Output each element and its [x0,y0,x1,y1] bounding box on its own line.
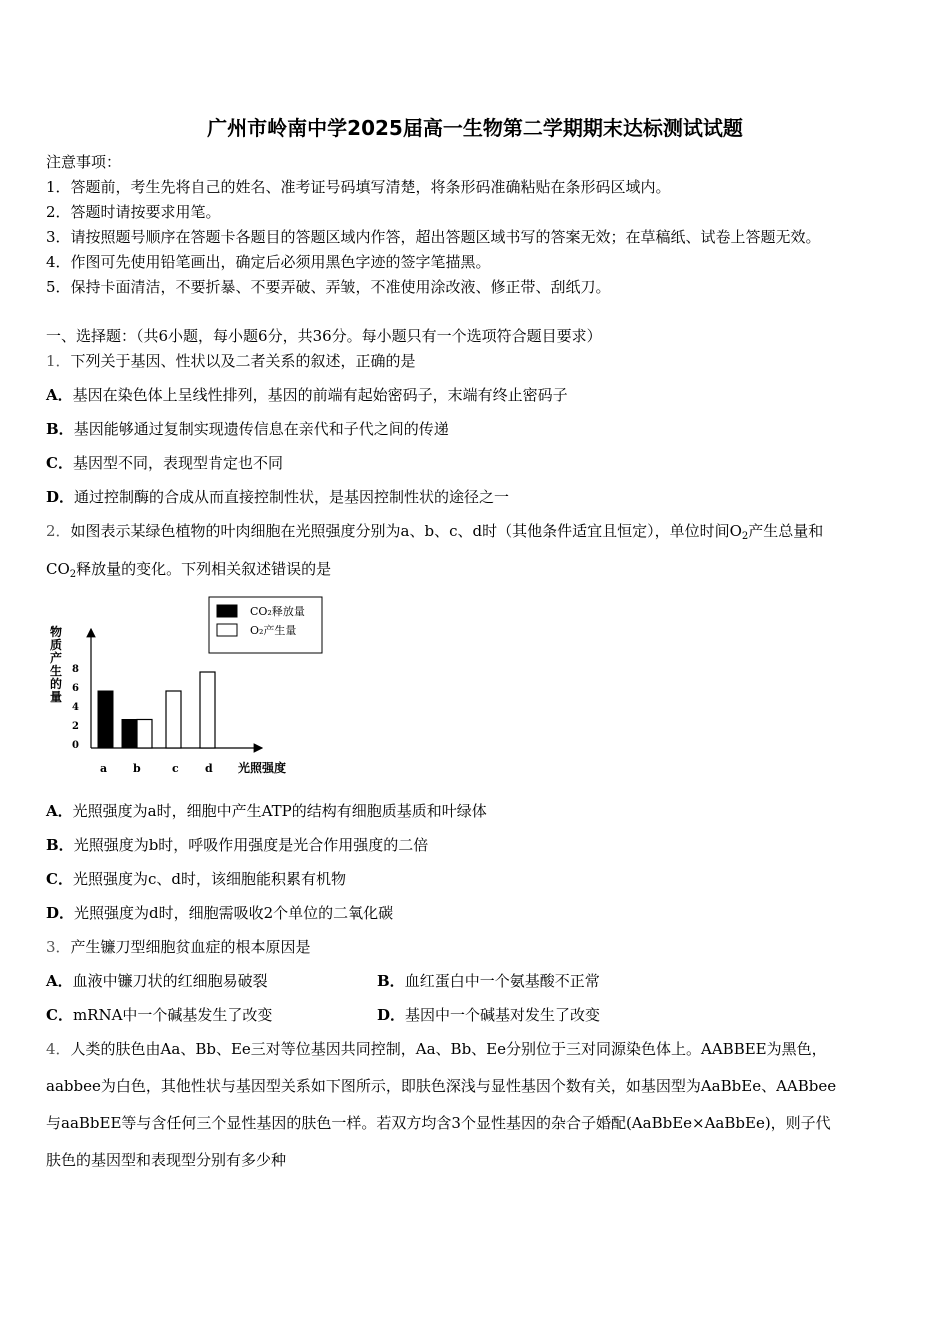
section-heading: 一、选择题：（共6小题，每小题6分，共36分。每小题只有一个选项符合题目要求） [46,327,602,345]
legend-label-o2: O₂产生量 [250,624,297,637]
question-number: 2． [46,522,71,540]
bar-co2-b [122,720,137,749]
x-tick-label: d [205,762,213,775]
question-4-line-4: 肤色的基因型和表现型分别有多少种 [46,1151,287,1169]
q3-option-a: A．血液中镰刀状的红细胞易破裂 [46,972,268,990]
q1-option-c: C．基因型不同，表现型肯定也不同 [46,454,283,472]
x-tick-label: c [172,762,179,775]
notice-item: 4．作图可先使用铅笔画出，确定后必须用黑色字迹的签字笔描黑。 [46,253,491,271]
bar-chart [40,592,340,782]
legend-swatch-co2 [217,605,237,617]
question-4-line-1: 4．人类的肤色由Aa、Bb、Ee三对等位基因共同控制，Aa、Bb、Ee分别位于三对同源染色体上。AABBEE为黑色， [46,1040,827,1058]
y-tick-label: 2 [72,721,79,732]
q2-option-a: A．光照强度为a时，细胞中产生ATP的结构有细胞质基质和叶绿体 [46,802,487,820]
q2-option-c: C．光照强度为c、d时，该细胞能积累有机物 [46,870,346,888]
bar-o2-b [137,720,152,749]
q3-option-c: C．mRNA中一个碱基发生了改变 [46,1006,273,1024]
bar-co2-a [98,691,113,748]
question-4-line-2: aabbee为白色，其他性状与基因型关系如下图所示，即肤色深浅与显性基因个数有关，如基因型为AaBbEe、AABbee [46,1077,837,1095]
bars [98,672,215,748]
x-axis-label: 光照强度 [238,761,287,775]
legend-swatch-o2 [217,624,237,636]
question-text: 下列关于基因、性状以及二者关系的叙述，正确的是 [70,352,416,370]
x-tick-label: b [133,762,141,775]
question-number: 4． [46,1040,71,1058]
page-title: 广州市岭南中学2025届高一生物第二学期期末达标测试试题 [207,116,743,140]
y-tick-labels [72,664,79,751]
q1-option-a: A．基因在染色体上呈线性排列，基因的前端有起始密码子，末端有终止密码子 [46,386,568,404]
x-tick-label: a [100,762,108,775]
y-tick-label: 8 [72,664,79,675]
question-3-stem: 3．产生镰刀型细胞贫血症的根本原因是 [46,938,311,956]
notice-item: 1．答题前，考生先将自己的姓名、准考证号码填写清楚，将条形码准确粘贴在条形码区域内。 [46,178,671,196]
q3-option-d: D．基因中一个碱基对发生了改变 [377,1006,601,1024]
notice-heading: 注意事项： [46,153,122,171]
notice-item: 5．保持卡面清洁，不要折暴、不要弄破、弄皱，不准使用涂改液、修正带、刮纸刀。 [46,278,611,296]
y-tick-label: 6 [72,683,79,694]
y-tick-label: 0 [72,740,79,751]
q3-option-b: B．血红蛋白中一个氨基酸不正常 [377,972,600,990]
bar-o2-c [166,691,181,748]
legend-label-co2: CO₂释放量 [250,605,305,618]
question-2-stem-cont: $CO_2$释放量的变化。下列相关叙述错误的是 [46,560,332,580]
bar-o2-d [200,672,215,748]
question-number: 1． [46,352,71,370]
notice-item: 3．请按照题号顺序在答题卡各题目的答题区域内作答，超出答题区域书写的答案无效；在草稿纸、试卷上答题无效。 [46,228,821,246]
question-2-stem: 2．如图表示某绿色植物的叶肉细胞在光照强度分别为a、b、c、d时（其他条件适宜且恒定），单位时间$O_2$产生总量和 [46,522,824,542]
notice-item: 2．答题时请按要求用笔。 [46,203,221,221]
q2-option-d: D．光照强度为d时，细胞需吸收2个单位的二氧化碳 [46,904,394,922]
y-tick-label: 4 [72,702,79,713]
question-1-stem [46,351,416,371]
question-number: 3． [46,938,71,956]
q1-option-b: B．基因能够通过复制实现遗传信息在亲代和子代之间的传递 [46,420,449,438]
q1-option-d: D．通过控制酶的合成从而直接控制性状，是基因控制性状的途径之一 [46,488,510,506]
x-tick-labels [100,762,213,775]
y-axis-label: 物质产生的量 [50,625,63,704]
question-4-line-3: 与aaBbEE等与含任何三个显性基因的肤色一样。若双方均含3个显性基因的杂合子婚配(AaBbEe×AaBbEe)，则子代 [46,1114,831,1132]
q2-option-b: B．光照强度为b时，呼吸作用强度是光合作用强度的二倍 [46,836,429,854]
